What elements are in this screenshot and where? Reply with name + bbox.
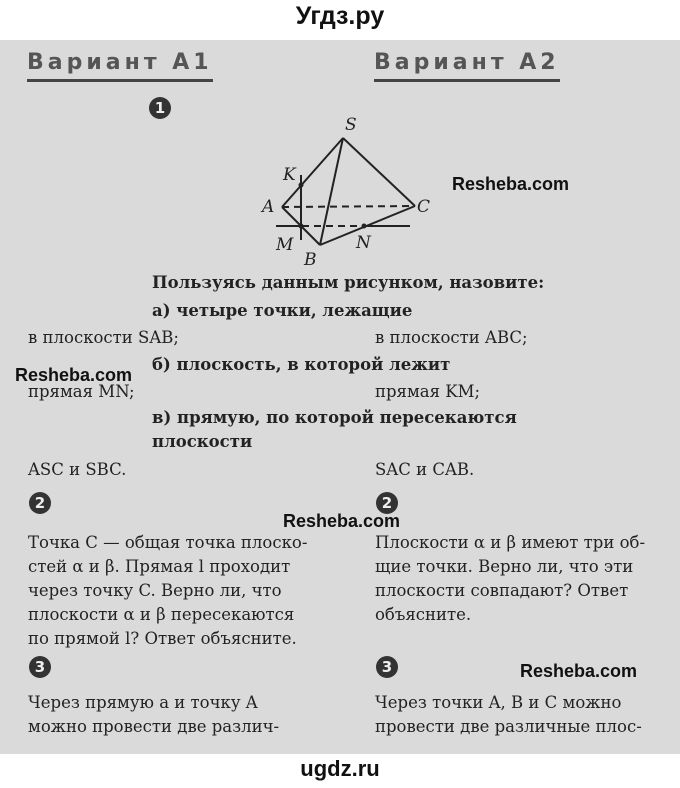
watermark: Resheba.com [452,174,570,194]
task-number-1: 1 [149,97,171,119]
site-title: Угдз.ру [295,2,385,30]
text-line: Точка C — общая точка плоско- [28,533,308,552]
task1-b: б) плоскость, в которой лежит [152,355,451,374]
text-line: по прямой l? Ответ объясните. [28,629,297,648]
task1-c-line1: в) прямую, по которой пересекаются [152,408,517,427]
task1-c-right: SAC и CAB. [375,460,475,479]
task2-right [375,531,645,627]
text-line: провести две различные плос- [375,717,642,736]
task1-a-right: в плоскости ABC; [375,328,528,347]
task1-a-left: в плоскости SAB; [28,328,179,347]
task1-c-line2: плоскости [152,432,253,451]
text-line: Через точки A, B и C можно [375,693,622,712]
variant-a2-heading: Вариант А2 [374,50,560,82]
task-number-2-left: 2 [29,492,51,514]
task-number-2-right: 2 [376,492,398,514]
label-n: N [356,233,371,253]
task1-b-right: прямая KM; [375,382,481,401]
text-line: стей α и β. Прямая l проходит [28,557,291,576]
label-b: B [304,250,317,270]
text-line: Плоскости α и β имеют три об- [375,533,646,552]
watermark: Resheba.com [520,661,638,681]
text-line: объясните. [375,605,472,624]
task3-left [28,691,279,739]
task1-c-left: ASC и SBC. [28,460,127,479]
text-line: Через прямую a и точку A [28,693,258,712]
text-line: можно провести две различ- [28,717,280,736]
text-line: плоскости α и β пересекаются [28,605,295,624]
task1-a: а) четыре точки, лежащие [152,301,413,320]
task1-b-left: прямая MN; [28,382,135,401]
watermark: Resheba.com [283,511,401,531]
label-k: K [283,165,296,185]
text-line: через точку C. Верно ли, что [28,581,282,600]
task-number-3-left: 3 [29,656,51,678]
footer-site: ugdz.ru [300,756,380,781]
task1-prompt: Пользуясь данным рисунком, назовите: [152,273,545,292]
label-a: A [262,197,275,217]
task-number-3-right: 3 [376,656,398,678]
text-line: щие точки. Верно ли, что эти [375,557,634,576]
label-s: S [345,115,357,135]
variant-a1-heading: Вариант А1 [27,50,213,82]
task3-right [375,691,642,739]
watermark: Resheba.com [15,365,133,385]
pyramid-figure [240,90,440,270]
label-m: M [276,235,294,255]
text-line: плоскости совпадают? Ответ [375,581,629,600]
task2-left [28,531,307,651]
label-c: C [417,197,431,217]
